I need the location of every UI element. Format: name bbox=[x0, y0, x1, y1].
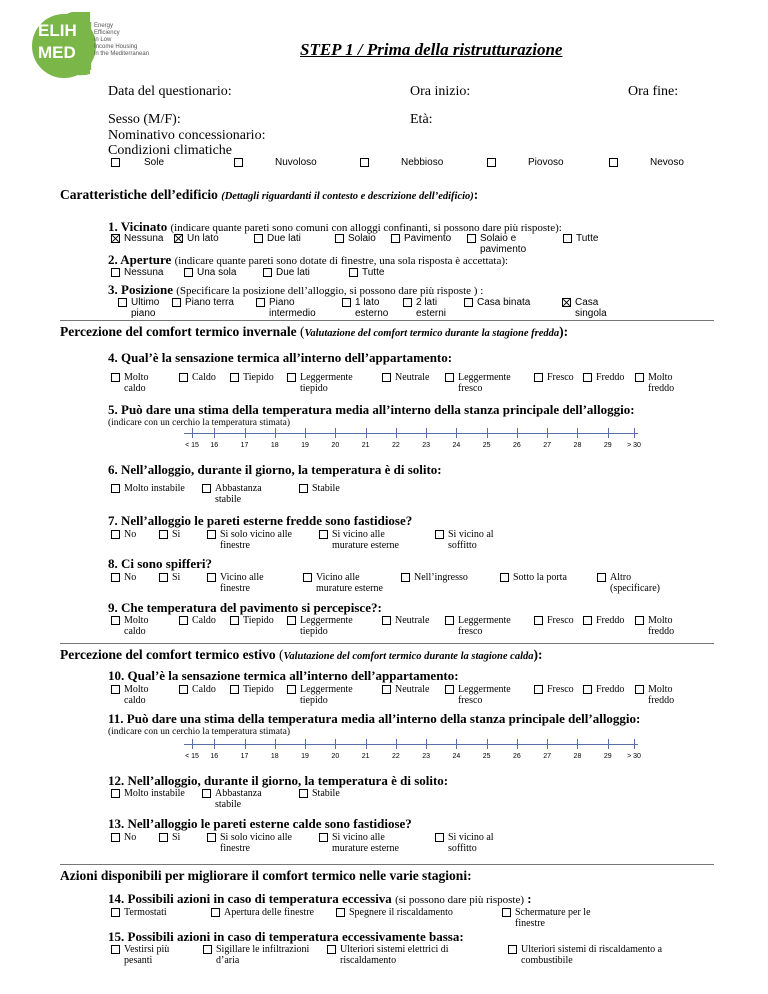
q9-option-freddo[interactable]: Freddo bbox=[583, 615, 624, 626]
scale-tick bbox=[305, 739, 306, 749]
scale-label[interactable]: 27 bbox=[543, 753, 552, 760]
checkbox[interactable] bbox=[445, 616, 454, 625]
checkbox[interactable] bbox=[172, 298, 181, 307]
checkbox[interactable] bbox=[179, 685, 188, 694]
scale-tick bbox=[305, 428, 306, 438]
climate-option-sole[interactable]: Sole bbox=[111, 157, 164, 168]
q1-title: 1. Vicinato (indicare quante pareti sono comuni con alloggi confinanti, si possono dare più risposte): bbox=[108, 219, 562, 234]
q6-option-abbastanza-stabile[interactable]: Abbastanza stabile bbox=[202, 483, 267, 505]
q9-option-leggermente-tiepido[interactable]: Leggermente tiepido bbox=[287, 615, 370, 637]
checkbox[interactable] bbox=[500, 573, 509, 582]
scale-axis bbox=[184, 744, 638, 745]
checkbox[interactable] bbox=[211, 908, 220, 917]
q12-option-stabile[interactable]: Stabile bbox=[299, 788, 340, 799]
checkbox[interactable] bbox=[202, 789, 211, 798]
checkbox[interactable] bbox=[534, 685, 543, 694]
q10-option-caldo[interactable]: Caldo bbox=[179, 684, 216, 695]
start-time-label: Ora inizio: bbox=[410, 84, 471, 99]
scale-tick bbox=[214, 739, 215, 749]
scale-label[interactable]: 17 bbox=[240, 753, 249, 760]
checkbox[interactable] bbox=[391, 234, 400, 243]
scale-tick bbox=[426, 739, 427, 749]
q8-option-no[interactable]: No bbox=[111, 572, 136, 583]
q7-option-si-finestre[interactable]: Si solo vicino alle finestre bbox=[207, 529, 300, 551]
q6-title: 6. Nell’alloggio, durante il giorno, la temperatura è di solito: bbox=[108, 462, 442, 477]
climate-label: Condizioni climatiche bbox=[108, 143, 233, 158]
q11-title: 11. Può dare una stima della temperatura media all’interno della stanza principale dell’alloggio: bbox=[108, 711, 641, 726]
checkbox[interactable] bbox=[445, 685, 454, 694]
scale-tick bbox=[275, 739, 276, 749]
q14-option-apertura-finestre[interactable]: Apertura delle finestre bbox=[211, 907, 314, 918]
q8-option-ingresso[interactable]: Nell’ingresso bbox=[401, 572, 468, 583]
q2-option-due-lati[interactable]: Due lati bbox=[263, 267, 310, 278]
checkbox[interactable] bbox=[111, 685, 120, 694]
scale-axis bbox=[184, 433, 638, 434]
scale-tick bbox=[608, 428, 609, 438]
scale-tick bbox=[335, 428, 336, 438]
age-label: Età: bbox=[410, 112, 433, 127]
climate-option-nuvoloso[interactable]: Nuvoloso bbox=[234, 157, 317, 168]
q7-option-si[interactable]: Si bbox=[159, 529, 180, 540]
scale-tick bbox=[456, 428, 457, 438]
q8-option-vicino-murature[interactable]: Vicino alle murature esterne bbox=[303, 572, 396, 594]
checkbox[interactable] bbox=[263, 268, 272, 277]
checkbox[interactable] bbox=[583, 616, 592, 625]
checkbox[interactable] bbox=[508, 945, 517, 954]
q2-option-tutte[interactable]: Tutte bbox=[349, 267, 384, 278]
checkbox[interactable] bbox=[203, 945, 212, 954]
scale-tick bbox=[245, 428, 246, 438]
q15-title: 15. Possibili azioni in caso di temperatura eccessivamente bassa: bbox=[108, 929, 464, 944]
q15-option-sistemi-elettrici[interactable]: Ulteriori sistemi elettrici di riscaldamento bbox=[327, 944, 475, 966]
checkbox[interactable] bbox=[184, 268, 193, 277]
scale-tick bbox=[577, 428, 578, 438]
q9-option-molto-freddo[interactable]: Molto freddo bbox=[635, 615, 688, 637]
checkbox[interactable] bbox=[360, 158, 369, 167]
scale-label[interactable]: < 15 bbox=[185, 753, 199, 760]
climate-option-piovoso[interactable]: Piovoso bbox=[487, 157, 564, 168]
section-divider bbox=[60, 643, 714, 644]
checkbox-checked[interactable] bbox=[111, 234, 120, 243]
checkbox[interactable] bbox=[303, 573, 312, 582]
q8-option-sotto-porta[interactable]: Sotto la porta bbox=[500, 572, 567, 583]
scale-tick bbox=[192, 739, 193, 749]
checkbox[interactable] bbox=[583, 373, 592, 382]
checkbox[interactable] bbox=[230, 373, 239, 382]
q1-option-tutte[interactable]: Tutte bbox=[563, 233, 598, 244]
checkbox[interactable] bbox=[111, 573, 120, 582]
climate-option-nebbioso[interactable]: Nebbioso bbox=[360, 157, 443, 168]
q7-option-si-murature[interactable]: Si vicino alle murature esterne bbox=[319, 529, 412, 551]
checkbox[interactable] bbox=[159, 833, 168, 842]
q9-option-leggermente-fresco[interactable]: Leggermente fresco bbox=[445, 615, 528, 637]
holder-label: Nominativo concessionario: bbox=[108, 128, 266, 143]
checkbox[interactable] bbox=[349, 268, 358, 277]
checkbox[interactable] bbox=[111, 833, 120, 842]
checkbox[interactable] bbox=[336, 908, 345, 917]
q2-title: 2. Aperture (indicare quante pareti sono dotate di finestre, una sola risposta è accettata): bbox=[108, 252, 509, 267]
q13-option-si[interactable]: Si bbox=[159, 832, 180, 843]
checkbox[interactable] bbox=[319, 530, 328, 539]
scale-label[interactable]: < 15 bbox=[185, 442, 199, 449]
q10-option-leggermente-fresco[interactable]: Leggermente fresco bbox=[445, 684, 528, 706]
temperature-scale-winter[interactable] bbox=[184, 433, 641, 463]
scale-label[interactable]: 29 bbox=[603, 442, 612, 449]
scale-label[interactable]: 20 bbox=[331, 442, 340, 449]
q9-option-fresco[interactable]: Fresco bbox=[534, 615, 574, 626]
temperature-scale-summer[interactable] bbox=[184, 744, 641, 774]
checkbox[interactable] bbox=[159, 573, 168, 582]
checkbox[interactable] bbox=[159, 530, 168, 539]
checkbox[interactable] bbox=[234, 158, 243, 167]
q14-option-spegnere-riscaldamento[interactable]: Spegnere il riscaldamento bbox=[336, 907, 453, 918]
checkbox[interactable] bbox=[597, 573, 606, 582]
checkbox[interactable] bbox=[435, 833, 444, 842]
checkbox[interactable] bbox=[502, 908, 511, 917]
scale-tick bbox=[456, 739, 457, 749]
q2-option-una-sola[interactable]: Una sola bbox=[184, 267, 236, 278]
checkbox[interactable] bbox=[179, 373, 188, 382]
q3-option-1-lato-esterno[interactable]: 1 lato esterno bbox=[342, 297, 395, 319]
section-divider bbox=[60, 864, 714, 865]
checkbox[interactable] bbox=[207, 833, 216, 842]
q1-option-solaio-e-pavimento[interactable]: Solaio e pavimento bbox=[467, 233, 532, 255]
scale-label[interactable]: 20 bbox=[331, 753, 340, 760]
checkbox[interactable] bbox=[111, 373, 120, 382]
scale-tick bbox=[426, 428, 427, 438]
checkbox[interactable] bbox=[202, 484, 211, 493]
checkbox[interactable] bbox=[111, 908, 120, 917]
scale-tick bbox=[192, 428, 193, 438]
checkbox[interactable] bbox=[230, 685, 239, 694]
q4-option-caldo[interactable]: Caldo bbox=[179, 372, 216, 383]
q4-option-leggermente-tiepido[interactable]: Leggermente tiepido bbox=[287, 372, 370, 394]
q14-title: 14. Possibili azioni in caso di temperatura eccessiva (si possono dare più risposte) : bbox=[108, 891, 532, 906]
checkbox[interactable] bbox=[111, 945, 120, 954]
checkbox[interactable] bbox=[256, 298, 265, 307]
scale-tick bbox=[396, 739, 397, 749]
checkbox[interactable] bbox=[111, 616, 120, 625]
q13-option-no[interactable]: No bbox=[111, 832, 136, 843]
scale-label[interactable]: 21 bbox=[361, 442, 370, 449]
scale-tick bbox=[517, 739, 518, 749]
q9-option-molto-caldo[interactable]: Molto caldo bbox=[111, 615, 164, 637]
scale-label[interactable]: 22 bbox=[391, 753, 400, 760]
q3-option-casa-binata[interactable]: Casa binata bbox=[464, 297, 530, 308]
checkbox[interactable] bbox=[118, 298, 127, 307]
q13-option-si-soffitto[interactable]: Si vicino al soffitto bbox=[435, 832, 508, 854]
scale-label[interactable]: 29 bbox=[603, 753, 612, 760]
scale-tick bbox=[517, 428, 518, 438]
scale-label[interactable]: 19 bbox=[301, 442, 309, 449]
scale-tick bbox=[487, 739, 488, 749]
q7-option-si-soffitto[interactable]: Si vicino al soffitto bbox=[435, 529, 508, 551]
scale-label[interactable]: 27 bbox=[543, 442, 552, 449]
checkbox[interactable] bbox=[583, 685, 592, 694]
scale-tick bbox=[487, 428, 488, 438]
scale-label[interactable]: 22 bbox=[391, 442, 400, 449]
q10-option-tiepido[interactable]: Tiepido bbox=[230, 684, 274, 695]
scale-label[interactable]: 23 bbox=[422, 753, 431, 760]
q13-option-si-finestre[interactable]: Si solo vicino alle finestre bbox=[207, 832, 300, 854]
scale-tick bbox=[335, 739, 336, 749]
checkbox[interactable] bbox=[111, 158, 120, 167]
date-label: Data del questionario: bbox=[108, 84, 232, 99]
scale-tick bbox=[608, 739, 609, 749]
q15-option-sistemi-combustibile[interactable]: Ulteriori sistemi di riscaldamento a combustibile bbox=[508, 944, 691, 966]
end-time-label: Ora fine: bbox=[628, 84, 679, 99]
scale-label[interactable]: 23 bbox=[422, 442, 431, 449]
q4-option-fresco[interactable]: Fresco bbox=[534, 372, 574, 383]
scale-label[interactable]: 25 bbox=[482, 753, 491, 760]
q11-hint: (indicare con un cerchio la temperatura stimata) bbox=[108, 727, 290, 737]
scale-tick bbox=[245, 739, 246, 749]
scale-label[interactable]: 17 bbox=[240, 442, 249, 449]
checkbox[interactable] bbox=[382, 373, 391, 382]
checkbox[interactable] bbox=[327, 945, 336, 954]
q3-title: 3. Posizione (Specificare la posizione dell’alloggio, si possono dare più risposte ) : bbox=[108, 282, 484, 297]
logo-tagline: Energy Efficiency in Low Income Housing in the Mediterranean bbox=[94, 23, 150, 57]
checkbox[interactable] bbox=[335, 234, 344, 243]
q1-option-due-lati[interactable]: Due lati bbox=[254, 233, 301, 244]
scale-tick bbox=[577, 739, 578, 749]
checkbox[interactable] bbox=[635, 685, 644, 694]
q12-option-abbastanza-stabile[interactable]: Abbastanza stabile bbox=[202, 788, 267, 810]
q4-option-tiepido[interactable]: Tiepido bbox=[230, 372, 274, 383]
checkbox[interactable] bbox=[435, 530, 444, 539]
q3-option-piano-terra[interactable]: Piano terra bbox=[172, 297, 234, 308]
q4-option-leggermente-fresco[interactable]: Leggermente fresco bbox=[445, 372, 528, 394]
q13-option-si-murature[interactable]: Si vicino alle murature esterne bbox=[319, 832, 412, 854]
scale-tick bbox=[366, 428, 367, 438]
checkbox[interactable] bbox=[287, 616, 296, 625]
checkbox[interactable] bbox=[111, 530, 120, 539]
q1-option-pavimento[interactable]: Pavimento bbox=[391, 233, 451, 244]
checkbox[interactable] bbox=[534, 373, 543, 382]
checkbox[interactable] bbox=[207, 530, 216, 539]
q15-option-vestirsi[interactable]: Vestirsi più pesanti bbox=[111, 944, 174, 966]
scale-label[interactable]: 28 bbox=[573, 442, 582, 449]
checkbox[interactable] bbox=[487, 158, 496, 167]
checkbox[interactable] bbox=[111, 789, 120, 798]
q9-option-neutrale[interactable]: Neutrale bbox=[382, 615, 429, 626]
q3-option-2-lati-esterni[interactable]: 2 lati esterni bbox=[403, 297, 456, 319]
q9-title: 9. Che temperatura del pavimento si percepisce?: bbox=[108, 600, 382, 615]
q14-option-termostati[interactable]: Termostati bbox=[111, 907, 167, 918]
winter-section-title: Percezione del comfort termico invernale (Valutazione del comfort termico durante la stagione fredda): bbox=[60, 324, 569, 339]
q3-option-ultimo-piano[interactable]: Ultimo piano bbox=[118, 297, 169, 319]
q4-option-freddo[interactable]: Freddo bbox=[583, 372, 624, 383]
checkbox-checked[interactable] bbox=[562, 298, 571, 307]
checkbox[interactable] bbox=[287, 373, 296, 382]
checkbox[interactable] bbox=[382, 616, 391, 625]
scale-label[interactable]: 28 bbox=[573, 753, 582, 760]
q12-title: 12. Nell’alloggio, durante il giorno, la temperatura è di solito: bbox=[108, 773, 449, 788]
checkbox[interactable] bbox=[403, 298, 412, 307]
scale-tick bbox=[634, 428, 635, 438]
scale-label[interactable]: 18 bbox=[270, 753, 279, 760]
q10-option-leggermente-tiepido[interactable]: Leggermente tiepido bbox=[287, 684, 370, 706]
q10-title: 10. Qual’è la sensazione termica all’interno dell’appartamento: bbox=[108, 668, 459, 683]
checkbox[interactable] bbox=[299, 484, 308, 493]
checkbox[interactable] bbox=[445, 373, 454, 382]
q10-option-fresco[interactable]: Fresco bbox=[534, 684, 574, 695]
scale-tick bbox=[275, 428, 276, 438]
q3-option-piano-intermedio[interactable]: Piano intermedio bbox=[256, 297, 323, 319]
q10-option-neutrale[interactable]: Neutrale bbox=[382, 684, 429, 695]
page-title: STEP 1 / Prima della ristrutturazione bbox=[300, 40, 563, 59]
scale-label[interactable]: 16 bbox=[210, 753, 219, 760]
q4-option-neutrale[interactable]: Neutrale bbox=[382, 372, 429, 383]
logo-text: ELIH MED bbox=[38, 21, 77, 62]
q1-option-solaio[interactable]: Solaio bbox=[335, 233, 376, 244]
checkbox[interactable] bbox=[111, 268, 120, 277]
scale-label[interactable]: 25 bbox=[482, 442, 491, 449]
q4-title: 4. Qual’è la sensazione termica all’interno dell’appartamento: bbox=[108, 350, 453, 365]
section-divider bbox=[60, 320, 714, 321]
q10-option-freddo[interactable]: Freddo bbox=[583, 684, 624, 695]
q5-title: 5. Può dare una stima della temperatura media all’interno della stanza principale dell’alloggio: bbox=[108, 402, 635, 417]
scale-tick bbox=[547, 428, 548, 438]
checkbox[interactable] bbox=[635, 373, 644, 382]
q5-hint: (indicare con un cerchio la temperatura stimata) bbox=[108, 418, 290, 428]
checkbox[interactable] bbox=[467, 234, 476, 243]
checkbox[interactable] bbox=[464, 298, 473, 307]
checkbox[interactable] bbox=[319, 833, 328, 842]
q7-option-no[interactable]: No bbox=[111, 529, 136, 540]
q8-option-altro[interactable]: Altro (specificare) bbox=[597, 572, 670, 594]
checkbox-checked[interactable] bbox=[174, 234, 183, 243]
scale-tick bbox=[396, 428, 397, 438]
q8-option-si[interactable]: Si bbox=[159, 572, 180, 583]
q3-option-casa-singola[interactable]: Casa singola bbox=[562, 297, 615, 319]
checkbox[interactable] bbox=[111, 484, 120, 493]
scale-tick bbox=[366, 739, 367, 749]
elih-med-logo bbox=[28, 8, 154, 80]
sex-label: Sesso (M/F): bbox=[108, 112, 181, 127]
scale-label[interactable]: 18 bbox=[270, 442, 279, 449]
climate-option-nevoso[interactable]: Nevoso bbox=[609, 157, 684, 168]
scale-label[interactable]: 24 bbox=[452, 753, 461, 760]
checkbox[interactable] bbox=[299, 789, 308, 798]
q15-option-sigillare[interactable]: Sigillare le infiltrazioni d’aria bbox=[203, 944, 316, 966]
scale-tick bbox=[547, 739, 548, 749]
q4-option-molto-caldo[interactable]: Molto caldo bbox=[111, 372, 164, 394]
q10-option-molto-freddo[interactable]: Molto freddo bbox=[635, 684, 688, 706]
q4-option-molto-freddo[interactable]: Molto freddo bbox=[635, 372, 688, 394]
checkbox[interactable] bbox=[609, 158, 618, 167]
q6-option-molto-instabile[interactable]: Molto instabile bbox=[111, 483, 185, 494]
q8-option-vicino-finestre[interactable]: Vicino alle finestre bbox=[207, 572, 274, 594]
scale-label[interactable]: 24 bbox=[452, 442, 461, 449]
checkbox[interactable] bbox=[230, 616, 239, 625]
q10-option-molto-caldo[interactable]: Molto caldo bbox=[111, 684, 164, 706]
checkbox[interactable] bbox=[635, 616, 644, 625]
actions-section-title: Azioni disponibili per migliorare il comfort termico nelle varie stagioni: bbox=[60, 868, 472, 883]
q8-title: 8. Ci sono spifferi? bbox=[108, 556, 212, 571]
checkbox[interactable] bbox=[382, 685, 391, 694]
scale-label[interactable]: 19 bbox=[301, 753, 309, 760]
q13-title: 13. Nell’alloggio le pareti esterne calde sono fastidiose? bbox=[108, 816, 412, 831]
scale-label[interactable]: 21 bbox=[361, 753, 370, 760]
q14-option-schermature[interactable]: Schermature per le finestre bbox=[502, 907, 605, 929]
q12-option-molto-instabile[interactable]: Molto instabile bbox=[111, 788, 185, 799]
checkbox[interactable] bbox=[254, 234, 263, 243]
scale-label[interactable]: 26 bbox=[513, 753, 521, 760]
checkbox[interactable] bbox=[534, 616, 543, 625]
q7-title: 7. Nell’alloggio le pareti esterne fredde sono fastidiose? bbox=[108, 513, 413, 528]
checkbox[interactable] bbox=[179, 616, 188, 625]
scale-tick bbox=[634, 739, 635, 749]
scale-label[interactable]: > 30 bbox=[627, 753, 641, 760]
building-section-title: Caratteristiche dell’edificio (Dettagli riguardanti il contesto e descrizione dell’edificio): bbox=[60, 187, 479, 202]
q1-option-un-lato[interactable]: Un lato bbox=[174, 233, 219, 244]
q9-option-tiepido[interactable]: Tiepido bbox=[230, 615, 274, 626]
checkbox[interactable] bbox=[563, 234, 572, 243]
scale-label[interactable]: 26 bbox=[513, 442, 521, 449]
checkbox[interactable] bbox=[401, 573, 410, 582]
checkbox[interactable] bbox=[342, 298, 351, 307]
scale-tick bbox=[214, 428, 215, 438]
summer-section-title: Percezione del comfort termico estivo (Valutazione del comfort termico durante la stagione calda): bbox=[60, 647, 543, 662]
scale-label[interactable]: 16 bbox=[210, 442, 219, 449]
scale-label[interactable]: > 30 bbox=[627, 442, 641, 449]
q1-option-nessuna[interactable]: Nessuna bbox=[111, 233, 163, 244]
q2-option-nessuna[interactable]: Nessuna bbox=[111, 267, 163, 278]
q6-option-stabile[interactable]: Stabile bbox=[299, 483, 340, 494]
checkbox[interactable] bbox=[287, 685, 296, 694]
q9-option-caldo[interactable]: Caldo bbox=[179, 615, 216, 626]
checkbox[interactable] bbox=[207, 573, 216, 582]
